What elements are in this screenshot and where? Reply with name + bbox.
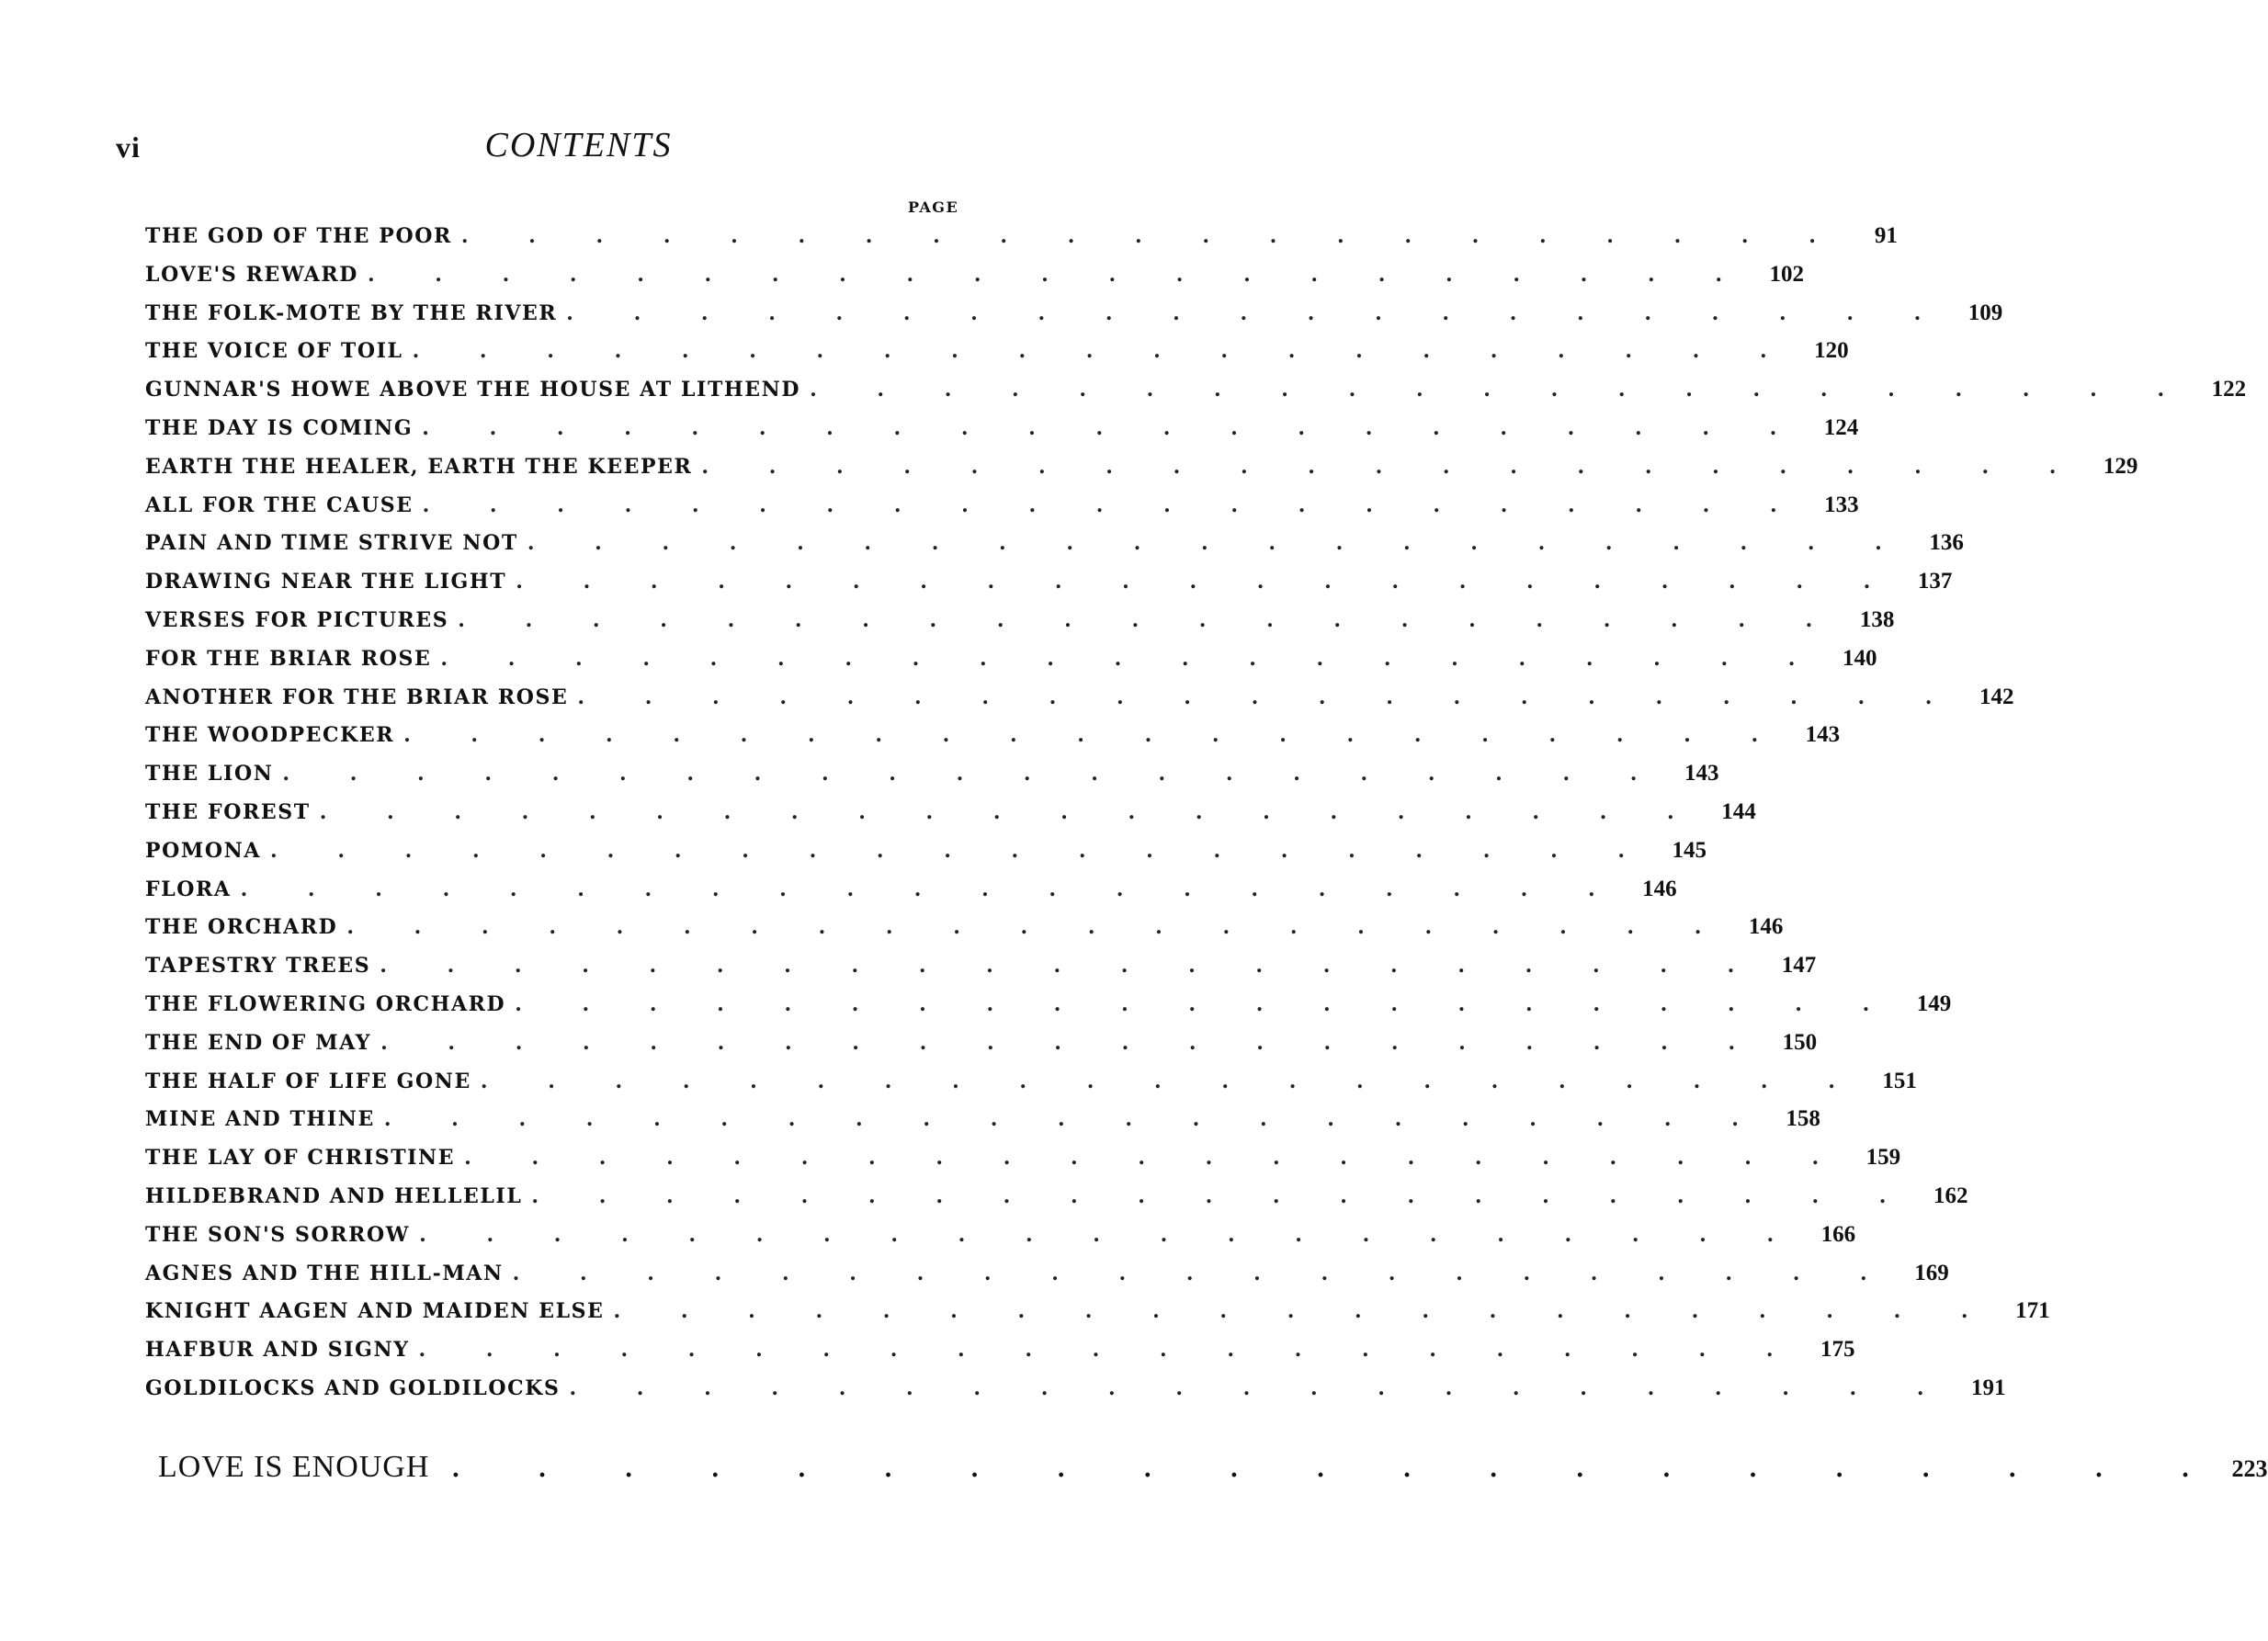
final-entry-leader: . . . . . . . . . . . . . . . . . . . . . — [451, 1455, 2225, 1483]
toc-entry-page: 122 — [2211, 377, 2247, 402]
toc-entry — [145, 1106, 1820, 1145]
toc-entry-title: THE FLOWERING ORCHARD — [145, 991, 506, 1016]
toc-entry-page: 140 — [1842, 645, 1877, 671]
toc-entry-page: 150 — [1782, 1029, 1818, 1055]
toc-entry-title: THE END OF MAY — [145, 1030, 372, 1055]
toc-entry — [145, 1068, 1917, 1107]
toc-entry-page: 136 — [1929, 530, 1964, 556]
toc-entry-leader: . . . . . . . . . . . . . . . . . . . . . — [577, 685, 1959, 709]
toc-entry-title: ALL FOR THE CAUSE — [145, 492, 414, 517]
toc-entry-title: THE SON'S SORROW — [145, 1222, 411, 1247]
toc-entry-page: 138 — [1859, 606, 1895, 632]
toc-entry-title: LOVE'S REWARD — [145, 262, 358, 287]
toc-entry-page: 191 — [1971, 1375, 2006, 1400]
toc-entry-leader: . . . . . . . . . . . . . . . . . . . . . — [566, 300, 1948, 325]
toc-entry-title: THE FOLK-MOTE BY THE RIVER — [145, 300, 558, 325]
toc-entry — [145, 798, 1756, 838]
toc-entry-leader: . . . . . . . . . . . . . . . . . . . . . — [701, 454, 2083, 479]
toc-entry-title: DRAWING NEAR THE LIGHT — [145, 570, 507, 594]
toc-entry-leader: . . . . . . . . . . . . . . . . . . . . . — [282, 762, 1664, 787]
toc-entry-leader: . . . . . . . . . . . . . . . . . . . . . — [418, 1338, 1800, 1363]
toc-entry-leader: . . . . . . . . . . . . . . . . . . . . . — [380, 1030, 1763, 1055]
toc-entry-page: 143 — [1805, 722, 1841, 748]
toc-entry — [145, 569, 1953, 607]
toc-entry-title: THE ORCHARD — [145, 915, 338, 940]
toc-entry-leader: . . . . . . . . . . . . . . . . . . . . . — [240, 877, 1622, 901]
toc-entry-leader: . . . . . . . . . . . . . . . . . . . . . — [464, 1146, 1846, 1171]
toc-entry-leader: . . . . . . . . . . . . . . . . . . . . . — [383, 1107, 1765, 1132]
toc-entry-page: 137 — [1917, 569, 1953, 594]
toc-entry-page: 145 — [1672, 837, 1707, 863]
toc-entry-title: MINE AND THINE — [145, 1107, 375, 1132]
toc-entry-page: 144 — [1721, 798, 1756, 824]
toc-entry-page: 147 — [1781, 953, 1817, 979]
toc-entry-title: THE LAY OF CHRISTINE — [145, 1146, 456, 1171]
toc-entry-leader: . . . . . . . . . . . . . . . . . . . . . — [810, 378, 2192, 402]
toc-entry-leader: . . . . . . . . . . . . . . . . . . . . . — [403, 723, 1786, 748]
toc-entry-leader: . . . . . . . . . . . . . . . . . . . . . — [346, 915, 1729, 940]
toc-entry-leader: . . . . . . . . . . . . . . . . . . . . . — [460, 224, 1843, 248]
toc-entry-leader: . . . . . . . . . . . . . . . . . . . . . — [319, 799, 1701, 824]
toc-entry-leader: . . . . . . . . . . . . . . . . . . . . . — [613, 1299, 1995, 1324]
toc-entry — [145, 261, 1804, 300]
toc-entry-title: EARTH THE HEALER, EARTH THE KEEPER — [145, 454, 693, 479]
page-number: vi — [116, 130, 141, 164]
toc-entry — [145, 492, 1859, 531]
toc-entry-leader: . . . . . . . . . . . . . . . . . . . . . — [512, 1261, 1894, 1285]
toc-entry — [145, 1298, 2050, 1337]
toc-entry-leader: . . . . . . . . . . . . . . . . . . . . . — [531, 1183, 1913, 1208]
toc-entry — [145, 223, 1898, 262]
toc-entry — [145, 990, 1952, 1030]
toc-entry-page: 149 — [1916, 990, 1952, 1016]
toc-entry-title: FLORA — [145, 877, 232, 901]
toc-entry — [145, 300, 2003, 339]
final-entry — [158, 1450, 2268, 1485]
toc-entry-leader: . . . . . . . . . . . . . . . . . . . . . — [422, 415, 1804, 440]
toc-entry-title: GOLDILOCKS AND GOLDILOCKS — [145, 1375, 561, 1400]
toc-entry-page: 120 — [1814, 338, 1849, 364]
toc-entry — [145, 606, 1895, 646]
toc-entry — [145, 453, 2138, 492]
toc-entry-page: 158 — [1786, 1106, 1820, 1132]
page-title: CONTENTS — [484, 126, 673, 164]
toc-entry-page: 102 — [1769, 261, 1804, 287]
toc-entry-page: 151 — [1882, 1068, 1917, 1093]
toc-entry-page: 166 — [1820, 1221, 1856, 1247]
toc-entry-leader: . . . . . . . . . . . . . . . . . . . . . — [412, 339, 1794, 364]
toc-entry-leader: . . . . . . . . . . . . . . . . . . . . . — [569, 1375, 1951, 1400]
toc-entry — [145, 1183, 1968, 1222]
toc-entry-title: THE FOREST — [145, 799, 311, 824]
toc-entry-title: PAIN AND TIME STRIVE NOT — [145, 531, 518, 556]
toc-entry-leader: . . . . . . . . . . . . . . . . . . . . . — [422, 492, 1804, 517]
toc-entry — [145, 1375, 2006, 1414]
toc-entry-page: 175 — [1820, 1337, 1855, 1363]
toc-entry — [145, 761, 1719, 799]
toc-entry-page: 142 — [1979, 684, 2014, 709]
toc-entry — [145, 837, 1707, 877]
toc-entry — [145, 530, 1964, 569]
toc-entry-title: KNIGHT AAGEN AND MAIDEN ELSE — [145, 1299, 605, 1324]
toc-entry-leader: . . . . . . . . . . . . . . . . . . . . . — [419, 1222, 1801, 1247]
toc-entry-title: FOR THE BRIAR ROSE — [145, 646, 432, 671]
toc-entry — [145, 1221, 1856, 1261]
toc-entry — [145, 338, 1849, 377]
toc-entry-page: 109 — [1967, 300, 2003, 325]
toc-entry-leader: . . . . . . . . . . . . . . . . . . . . . — [440, 646, 1822, 671]
toc-entry-title: THE GOD OF THE POOR — [145, 224, 452, 248]
toc-entry-leader: . . . . . . . . . . . . . . . . . . . . . — [380, 954, 1762, 979]
toc-entry — [145, 645, 1877, 685]
toc-entry-page: 146 — [1642, 876, 1677, 901]
toc-entry-page: 143 — [1684, 761, 1719, 787]
toc-entry-title: POMONA — [145, 838, 262, 863]
toc-entry-page: 129 — [2103, 453, 2138, 479]
toc-entry-title: THE WOODPECKER — [145, 723, 395, 748]
toc-entry — [145, 377, 2247, 415]
toc-entry-title: VERSES FOR PICTURES — [145, 607, 449, 632]
table-of-contents — [145, 223, 2247, 1414]
toc-entry-page: 169 — [1914, 1260, 1949, 1285]
toc-entry-leader: . . . . . . . . . . . . . . . . . . . . . — [270, 838, 1652, 863]
toc-entry-page: 159 — [1865, 1145, 1901, 1171]
page-column-label: PAGE — [908, 198, 959, 216]
final-entry-page: 223 — [2231, 1455, 2268, 1482]
toc-entry-page: 171 — [2015, 1298, 2050, 1324]
toc-entry — [145, 1145, 1901, 1183]
toc-entry — [145, 914, 1784, 953]
toc-entry-title: ANOTHER FOR THE BRIAR ROSE — [145, 685, 569, 709]
final-entry-title: LOVE IS ENOUGH — [158, 1450, 430, 1484]
toc-entry — [145, 1260, 1949, 1299]
toc-entry-title: HAFBUR AND SIGNY — [145, 1338, 410, 1363]
toc-entry-title: AGNES AND THE HILL-MAN — [145, 1261, 504, 1285]
toc-entry-page: 124 — [1823, 414, 1859, 440]
toc-entry — [145, 684, 2014, 723]
toc-entry-title: THE HALF OF LIFE GONE — [145, 1069, 471, 1093]
toc-entry-leader: . . . . . . . . . . . . . . . . . . . . . — [458, 607, 1840, 632]
toc-entry-page: 146 — [1748, 914, 1784, 940]
toc-entry-leader: . . . . . . . . . . . . . . . . . . . . . — [367, 262, 1749, 287]
toc-entry — [145, 1337, 1855, 1375]
toc-entry — [145, 1029, 1818, 1069]
toc-entry — [145, 722, 1841, 761]
toc-entry-title: THE LION — [145, 762, 274, 787]
toc-entry-title: THE VOICE OF TOIL — [145, 339, 403, 364]
toc-entry-leader: . . . . . . . . . . . . . . . . . . . . . — [516, 570, 1898, 594]
toc-entry-title: TAPESTRY TREES — [145, 954, 371, 979]
toc-entry-leader: . . . . . . . . . . . . . . . . . . . . . — [527, 531, 1909, 556]
toc-entry-title: GUNNAR'S HOWE ABOVE THE HOUSE AT LITHEND — [145, 378, 801, 402]
toc-entry-title: THE DAY IS COMING — [145, 415, 414, 440]
toc-entry-title: HILDEBRAND AND HELLELIL — [145, 1183, 523, 1208]
toc-entry-leader: . . . . . . . . . . . . . . . . . . . . . — [515, 991, 1897, 1016]
toc-entry-page: 133 — [1824, 492, 1859, 517]
toc-entry-page: 91 — [1874, 223, 1898, 248]
toc-entry-leader: . . . . . . . . . . . . . . . . . . . . . — [480, 1069, 1862, 1093]
toc-entry — [145, 876, 1677, 915]
toc-entry — [145, 414, 1859, 454]
toc-entry — [145, 953, 1817, 991]
toc-entry-page: 162 — [1933, 1183, 1968, 1208]
